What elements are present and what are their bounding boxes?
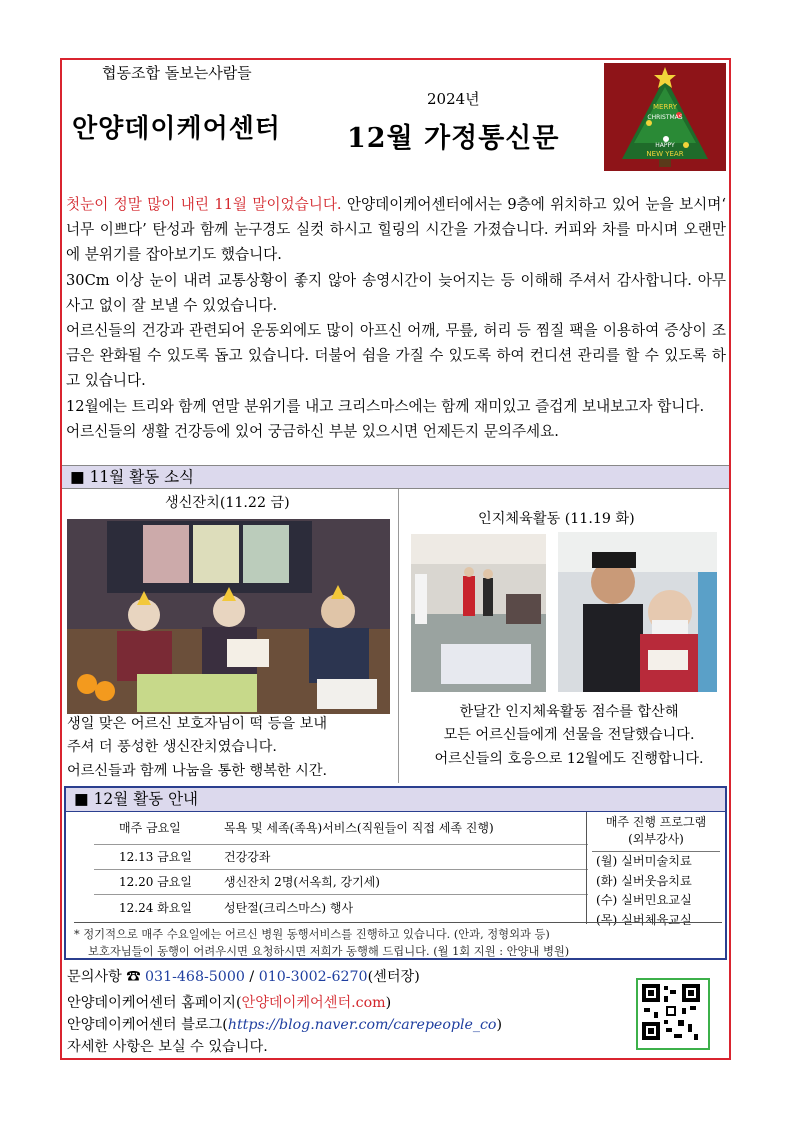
intro-p4: 12월에는 트리와 함께 연말 분위기를 내고 크리스마스에는 함께 재미있고 즐겁게 보내보고자 합니다.	[66, 397, 705, 415]
program-item: (수) 실버민요교실	[596, 893, 692, 907]
schedule-event: 건강강좌	[224, 850, 271, 864]
xmas-text: HAPPY	[655, 142, 675, 149]
xmas-text: NEW YEAR	[646, 150, 684, 158]
schedule-row	[94, 844, 588, 870]
cognitive-title: 인지체육활동 (11.19 화)	[478, 511, 635, 527]
birthday-caption	[67, 713, 397, 783]
november-section-title: ■ 11월 활동 소식	[62, 465, 729, 489]
caption-line: 어르신들과 함께 나눔을 통한 행복한 시간.	[67, 762, 328, 779]
contact-label: 문의사항 ☎	[67, 969, 146, 985]
program-title: 매주 진행 프로그램	[605, 815, 707, 829]
homepage-label: 안양데이케어센터 홈페이지(	[67, 995, 242, 1011]
homepage-link[interactable]: 안양데이케어센터.com	[241, 995, 386, 1011]
intro-p5: 어르신들의 생활 건강등에 있어 궁금하신 부분 있으시면 언제든지 문의주세요.	[66, 422, 559, 440]
program-subtitle: (외부강사)	[628, 832, 684, 846]
phone-link[interactable]: 010-3002-6270	[258, 969, 368, 985]
intro-text	[66, 192, 726, 444]
december-section	[64, 786, 727, 960]
xmas-text: CHRISTMAS	[647, 114, 683, 121]
schedule-row	[94, 816, 588, 840]
schedule-table	[94, 816, 588, 926]
contact-block	[67, 966, 627, 1058]
section-divider	[398, 489, 399, 783]
cognitive-caption	[411, 701, 727, 771]
caption-line: 모든 어르신들에게 선물을 전달했습니다.	[443, 727, 695, 744]
cognitive-photo-2	[558, 532, 717, 692]
blog-link[interactable]: https://blog.naver.com/carepeople_co	[227, 1017, 497, 1033]
schedule-date: 12.20 금요일	[119, 875, 192, 889]
schedule-date: 12.13 금요일	[119, 850, 192, 864]
intro-highlight: 첫눈이 정말 많이 내린 11월 말이었습니다.	[66, 196, 342, 213]
paren: )	[385, 995, 392, 1011]
schedule-event: 생신잔치 2명(서옥희, 강기세)	[224, 875, 380, 889]
caption-line: 어르신들의 호응으로 12월에도 진행합니다.	[434, 750, 704, 767]
qr-code[interactable]	[636, 978, 710, 1050]
schedule-notes	[74, 922, 722, 960]
org-name: 협동조합 돌보는사람들	[102, 64, 252, 82]
blog-label: 안양데이케어센터 블로그(	[67, 1017, 228, 1033]
schedule-event: 목욕 및 세족(족욕)서비스(직원들이 직접 세족 진행)	[224, 821, 494, 835]
caption-line: 한달간 인지체육활동 점수를 합산해	[459, 704, 679, 720]
center-name: 안양데이케어센터	[72, 114, 281, 144]
year: 2024년	[427, 90, 480, 108]
schedule-date: 매주 금요일	[119, 821, 181, 835]
xmas-text: MERRY	[652, 103, 678, 111]
birthday-title: 생신잔치(11.22 금)	[165, 495, 290, 511]
intro-p3: 어르신들의 건강과 관련되어 운동외에도 많이 아프신 어깨, 무릎, 허리 등 찜질 팩을 이용하여 증상이 조금은 완화될 수 있도록 돕고 있습니다. 더불어 쉼을 가질 수 있도록 하여 컨디션 관리를 할 수 있도록 하고 있습니다.	[66, 322, 726, 390]
table-divider	[586, 812, 587, 924]
program-item: (목) 실버체육교실	[596, 912, 692, 927]
caption-line: 주셔 더 풍성한 생신잔치였습니다.	[67, 739, 277, 756]
phone-link[interactable]: 031-468-5000	[145, 969, 245, 985]
program-item: (화) 실버웃음치료	[596, 873, 692, 888]
paren: )	[496, 1017, 503, 1033]
contact-footer: 자세한 사항은 보실 수 있습니다.	[67, 1039, 268, 1055]
program-item: (월) 실버미술치료	[596, 854, 692, 868]
christmas-tree-image	[604, 63, 726, 171]
december-section-title: ■ 12월 활동 안내	[66, 788, 725, 812]
schedule-event: 성탄절(크리스마스) 행사	[224, 901, 354, 915]
note-line: 보호자님들이 동행이 어려우시면 요청하시면 저희가 동행해 드립니다. (월 1회 지원 : 안양내 병원)	[88, 945, 570, 958]
issue-title: 12월 가정통신문	[347, 123, 560, 154]
caption-line: 생일 맞은 어르신 보호자님이 떡 등을 보내	[67, 716, 328, 732]
birthday-photo	[67, 519, 390, 714]
note-line: * 정기적으로 매주 수요일에는 어르신 병원 동행서비스를 진행하고 있습니다. (안과, 정형외과 등)	[74, 928, 550, 941]
separator: /	[244, 969, 259, 985]
intro-p2: 30Cm 이상 눈이 내려 교통상황이 좋지 않아 송영시간이 늦어지는 등 이해해 주셔서 감사합니다. 아무 사고 없이 잘 보낼 수 있었습니다.	[66, 271, 726, 314]
cognitive-photo-1	[411, 534, 546, 692]
phone-note: (센터장)	[367, 969, 420, 985]
program-box	[592, 814, 720, 930]
schedule-row	[94, 870, 588, 895]
intro-p1: 안양데이케어센터에서는 9층에 위치하고 있어 눈을 보시며‘ 너무 이쁘다’ 탄성과 함께 눈구경도 실컷 하시고 힐링의 시간을 가졌습니다. 커피와 차를 마시며 오랜만에 분위기를 잡아보기도 했습니다.	[66, 196, 727, 264]
schedule-date: 12.24 화요일	[119, 901, 192, 915]
schedule-row	[94, 896, 588, 920]
